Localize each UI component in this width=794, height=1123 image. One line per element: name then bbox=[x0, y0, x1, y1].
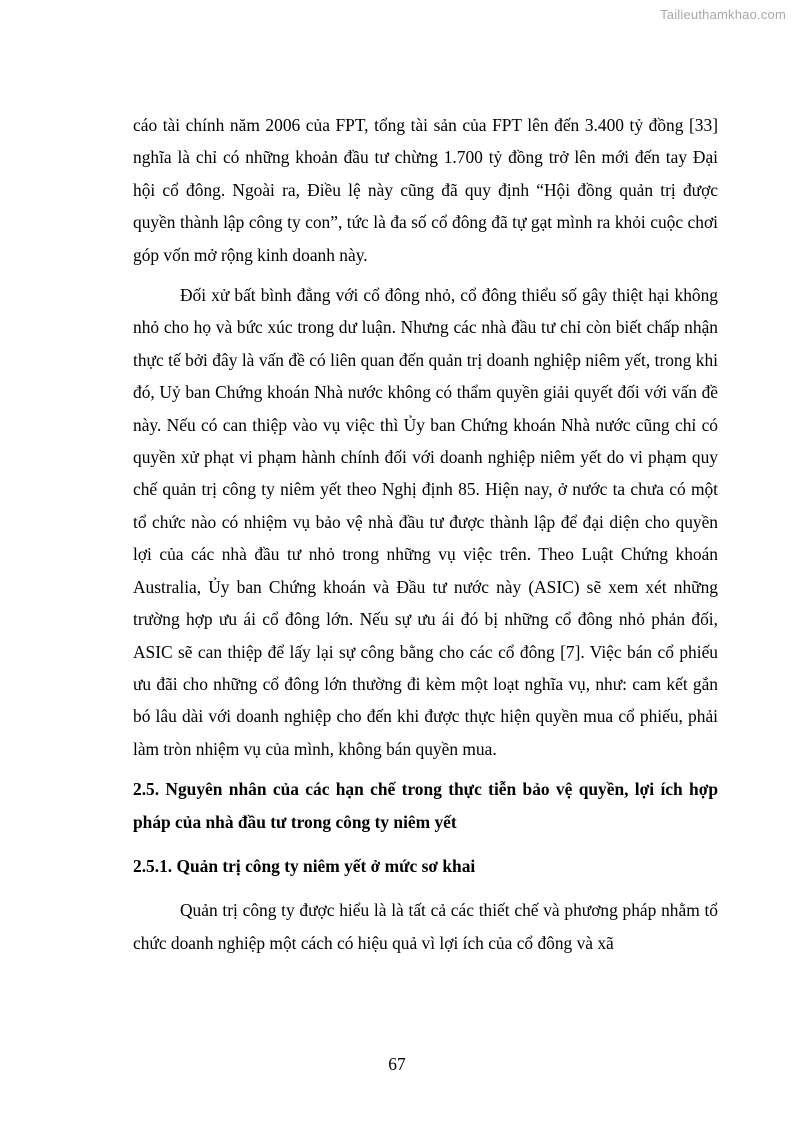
section-heading: 2.5. Nguyên nhân của các hạn chế trong thực tiễn bảo vệ quyền, lợi ích hợp pháp của nhà đầu tư trong công ty niêm yết bbox=[133, 779, 718, 832]
watermark: Tailieuthamkhao.com bbox=[660, 7, 786, 22]
subsection-heading: 2.5.1. Quản trị công ty niêm yết ở mức sơ khai bbox=[133, 855, 476, 876]
paragraph-unequal-treatment: Đối xử bất bình đẳng với cổ đông nhỏ, cổ đông thiểu số gây thiệt hại không nhỏ cho họ và bức xúc trong dư luận. Nhưng các nhà đầu tư chỉ còn biết chấp nhận thực tế bởi đây là vấn đề có liên quan đến quản trị doanh nghiệp niêm yết, trong khi đó, Uỷ ban Chứng khoán Nhà nước không có thẩm quyền giải quyết đối với vấn đề này. Nếu có can thiệp vào vụ việc thì Ủy ban Chứng khoán Nhà nước cũng chỉ có quyền xử phạt vi phạm hành chính đối với doanh nghiệp niêm yết do vi phạm quy chế quản trị công ty niêm yết theo Nghị định 85. Hiện nay, ở nước ta chưa có một tổ chức nào có nhiệm vụ bảo vệ nhà đầu tư được thành lập để đại diện cho quyền lợi của các nhà đầu tư nhỏ trong những vụ việc trên. Theo Luật Chứng khoán Australia, Ủy ban Chứng khoán và Đầu tư nước này (ASIC) sẽ xem xét những trường hợp ưu ái cổ đông lớn. Nếu sự ưu ái đó bị những cổ đông nhỏ phản đối, ASIC sẽ can thiệp để lấy lại sự công bằng cho các cổ đông [7]. Việc bán cổ phiếu ưu đãi cho những cổ đông lớn thường đi kèm một loạt nghĩa vụ, như: cam kết gắn bó lâu dài với doanh nghiệp cho đến khi được thực hiện quyền mua cổ phiếu, phải làm tròn nhiệm vụ của mình, không bán quyền mua. bbox=[133, 285, 718, 759]
page-body bbox=[133, 109, 718, 959]
paragraph-corporate-governance: Quản trị công ty được hiểu là là tất cả các thiết chế và phương pháp nhằm tổ chức doanh nghiệp một cách có hiệu quả vì lợi ích của cổ đông và xã bbox=[133, 900, 718, 953]
page-number: 67 bbox=[388, 1054, 406, 1074]
paragraph-continued: cáo tài chính năm 2006 của FPT, tổng tài sản của FPT lên đến 3.400 tỷ đồng [33] nghĩa là chỉ có những khoản đầu tư chừng 1.700 tỷ đồng trở lên mới đến tay Đại hội cổ đông. Ngoài ra, Điều lệ này cũng đã quy định “Hội đồng quản trị được quyền thành lập công ty con”, tức là đa số cổ đông đã tự gạt mình ra khỏi cuộc chơi góp vốn mở rộng kinh doanh này. bbox=[133, 115, 718, 265]
